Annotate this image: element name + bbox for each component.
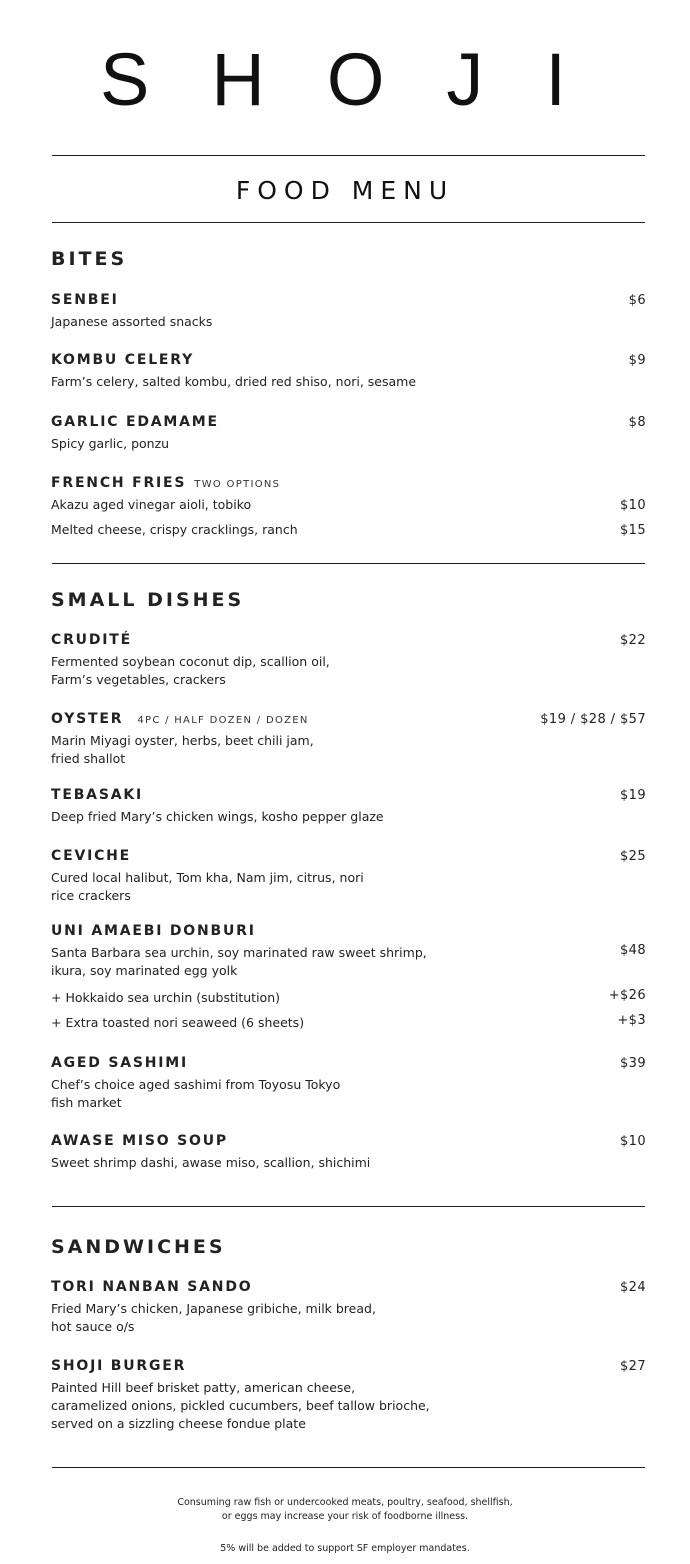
item-options-note: TWO OPTIONS xyxy=(194,479,281,490)
divider xyxy=(52,155,645,156)
item-price-shoji-burger: $27 xyxy=(619,1359,646,1374)
item-price-tebasaki: $19 xyxy=(619,788,646,803)
item-price-french-fries-2: $15 xyxy=(619,523,646,538)
item-name-awase-miso-soup: AWASE MISO SOUP xyxy=(51,1133,228,1149)
menu-title: FOOD MENU xyxy=(235,176,455,205)
divider xyxy=(52,222,645,223)
addon-price-hokkaido-sea-urchin: +$26 xyxy=(608,988,646,1003)
sf-mandate-note: 5% will be added to support SF employer mandates. xyxy=(220,1543,470,1554)
item-name-uni-amaebi-donburi: UNI AMAEBI DONBURI xyxy=(51,923,256,939)
item-name-crudite: CRUDITÉ xyxy=(51,632,132,648)
section-title-small-dishes: SMALL DISHES xyxy=(51,589,245,611)
item-desc-aged-sashimi: Chef’s choice aged sashimi from Toyosu Tokyo fish market xyxy=(51,1077,341,1110)
item-desc-shoji-burger: Painted Hill beef brisket patty, american cheese, caramelized onions, pickled cucumbers, beef tallow brioche, served on a sizzling cheese fondue plate xyxy=(51,1380,430,1431)
item-option-french-fries-2: Melted cheese, crispy cracklings, ranch xyxy=(51,522,298,537)
item-desc-awase-miso-soup: Sweet shrimp dashi, awase miso, scallion, shichimi xyxy=(51,1155,371,1170)
item-name-aged-sashimi: AGED SASHIMI xyxy=(51,1055,189,1071)
divider xyxy=(52,1206,645,1207)
item-name-garlic-edamame: GARLIC EDAMAME xyxy=(51,414,219,430)
item-desc-kombu-celery: Farm’s celery, salted kombu, dried red shiso, nori, sesame xyxy=(51,374,417,389)
restaurant-name: SHOJI xyxy=(100,38,628,121)
divider xyxy=(52,1467,645,1468)
item-name-label: OYSTER xyxy=(51,711,124,727)
item-desc-senbei: Japanese assorted snacks xyxy=(51,314,213,329)
item-desc-tori-nanban-sando: Fried Mary’s chicken, Japanese gribiche, milk bread, hot sauce o/s xyxy=(51,1301,376,1334)
item-name-ceviche: CEVICHE xyxy=(51,848,132,864)
item-price-french-fries-1: $10 xyxy=(619,498,646,513)
item-price-tori-nanban-sando: $24 xyxy=(619,1280,646,1295)
item-options-note: 4PC / HALF DOZEN / DOZEN xyxy=(137,715,309,726)
item-name-shoji-burger: SHOJI BURGER xyxy=(51,1358,187,1374)
item-name-kombu-celery: KOMBU CELERY xyxy=(51,352,195,368)
item-price-awase-miso-soup: $10 xyxy=(619,1134,646,1149)
item-desc-crudite: Fermented soybean coconut dip, scallion oil, Farm’s vegetables, crackers xyxy=(51,654,330,687)
addon-hokkaido-sea-urchin: + Hokkaido sea urchin (substitution) xyxy=(51,990,281,1005)
item-price-kombu-celery: $9 xyxy=(628,353,646,368)
item-desc-ceviche: Cured local halibut, Tom kha, Nam jim, citrus, nori rice crackers xyxy=(51,870,364,903)
section-title-bites: BITES xyxy=(51,248,128,270)
item-price-crudite: $22 xyxy=(619,633,646,648)
item-desc-tebasaki: Deep fried Mary’s chicken wings, kosho pepper glaze xyxy=(51,809,384,824)
addon-price-extra-nori: +$3 xyxy=(617,1013,646,1028)
item-price-garlic-edamame: $8 xyxy=(628,415,646,430)
item-price-senbei: $6 xyxy=(628,293,646,308)
section-title-sandwiches: SANDWICHES xyxy=(51,1236,226,1258)
item-price-uni-amaebi-donburi: $48 xyxy=(619,943,646,958)
item-desc-garlic-edamame: Spicy garlic, ponzu xyxy=(51,436,170,451)
item-desc-oyster: Marin Miyagi oyster, herbs, beet chili jam, fried shallot xyxy=(51,733,314,766)
item-name-tebasaki: TEBASAKI xyxy=(51,787,143,803)
item-option-french-fries-1: Akazu aged vinegar aioli, tobiko xyxy=(51,497,252,512)
item-price-aged-sashimi: $39 xyxy=(619,1056,646,1071)
item-name-oyster xyxy=(51,710,309,730)
item-name-senbei: SENBEI xyxy=(51,292,119,308)
item-name-french-fries xyxy=(51,474,280,494)
item-desc-uni-amaebi-donburi: Santa Barbara sea urchin, soy marinated raw sweet shrimp, ikura, soy marinated egg yolk xyxy=(51,945,427,978)
addon-extra-nori: + Extra toasted nori seaweed (6 sheets) xyxy=(51,1015,305,1030)
item-price-oyster: $19 / $28 / $57 xyxy=(540,712,646,727)
food-safety-warning: Consuming raw fish or undercooked meats, poultry, seafood, shellfish, or eggs may increase your risk of foodborne illness. xyxy=(177,1497,513,1522)
item-name-tori-nanban-sando: TORI NANBAN SANDO xyxy=(51,1279,253,1295)
item-price-ceviche: $25 xyxy=(619,849,646,864)
divider xyxy=(52,563,645,564)
item-name-label: FRENCH FRIES xyxy=(51,475,187,491)
